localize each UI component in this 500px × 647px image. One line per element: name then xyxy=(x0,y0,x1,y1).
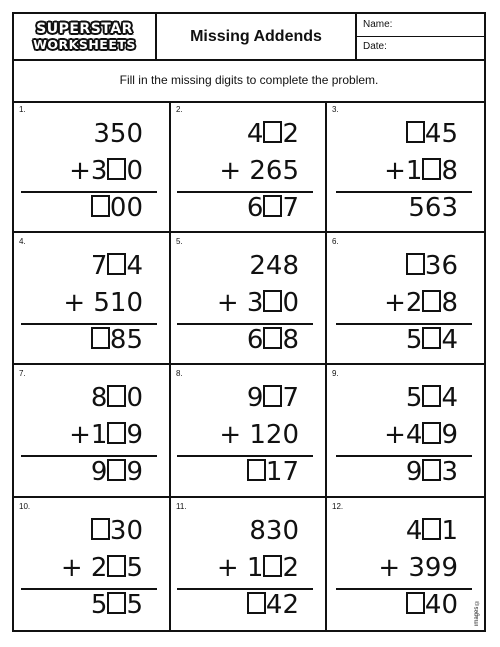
addition-problem xyxy=(185,379,299,490)
digits: 85 xyxy=(109,325,143,355)
second-addend xyxy=(29,284,143,321)
digits: +3 xyxy=(69,156,108,186)
problem-number: 3. xyxy=(332,105,339,114)
sum-line xyxy=(29,189,143,226)
missing-digit-box[interactable] xyxy=(263,195,282,217)
digits: 8 xyxy=(441,288,458,318)
digits: 8 xyxy=(441,156,458,186)
addition-problem xyxy=(29,247,143,358)
problem-cell xyxy=(171,101,327,233)
missing-digit-box[interactable] xyxy=(107,459,126,481)
missing-digit-box[interactable] xyxy=(91,195,110,217)
second-addend xyxy=(29,416,143,453)
digits: 9 xyxy=(405,457,423,487)
missing-digit-box[interactable] xyxy=(107,253,126,275)
problem-grid xyxy=(14,101,484,630)
digits: 4 xyxy=(246,119,264,149)
missing-digit-box[interactable] xyxy=(263,121,282,143)
digits: 8 xyxy=(90,383,108,413)
second-addend xyxy=(344,284,458,321)
sum-line xyxy=(185,586,299,623)
addition-problem xyxy=(185,247,299,358)
digits: 5 xyxy=(126,553,143,583)
missing-digit-box[interactable] xyxy=(406,253,425,275)
digits: 7 xyxy=(282,193,299,223)
top-addend xyxy=(344,379,458,416)
digits: 9 xyxy=(441,420,458,450)
second-addend xyxy=(185,284,299,321)
missing-digit-box[interactable] xyxy=(422,290,441,312)
digits: + 3 xyxy=(216,288,264,318)
top-addend xyxy=(29,512,143,549)
missing-digit-box[interactable] xyxy=(422,518,441,540)
second-addend xyxy=(344,152,458,189)
problem-number: 6. xyxy=(332,237,339,246)
digits: 9 xyxy=(246,383,264,413)
missing-digit-box[interactable] xyxy=(247,459,266,481)
problem-cell xyxy=(171,233,327,365)
digits: 5 xyxy=(405,383,423,413)
addition-problem xyxy=(344,379,458,490)
missing-digit-box[interactable] xyxy=(406,121,425,143)
missing-digit-box[interactable] xyxy=(406,592,425,614)
top-addend xyxy=(185,115,299,152)
page-title: Missing Addends xyxy=(157,14,357,59)
addition-problem xyxy=(344,247,458,358)
digits: 6 xyxy=(246,325,264,355)
digits: + 265 xyxy=(219,156,299,186)
addition-problem xyxy=(185,512,299,623)
digits: 7 xyxy=(90,251,108,281)
logo-line-2: WORKSHEETS xyxy=(33,36,136,52)
digits: 350 xyxy=(93,119,143,149)
problem-number: 2. xyxy=(176,105,183,114)
digits: 4 xyxy=(441,383,458,413)
digits: 9 xyxy=(126,457,143,487)
problem-cell xyxy=(14,101,171,233)
problem-cell xyxy=(327,233,484,365)
digits: 4 xyxy=(405,516,423,546)
digits: 0 xyxy=(282,288,299,318)
missing-digit-box[interactable] xyxy=(107,385,126,407)
missing-digit-box[interactable] xyxy=(263,555,282,577)
digits: 9 xyxy=(126,420,143,450)
digits: +2 xyxy=(384,288,423,318)
digits: + 1 xyxy=(216,553,264,583)
problem-number: 12. xyxy=(332,502,344,511)
digits: 30 xyxy=(109,516,143,546)
superstar-worksheets-logo xyxy=(14,14,157,59)
problem-number: 7. xyxy=(19,369,26,378)
digits: + 120 xyxy=(219,420,299,450)
digits: 36 xyxy=(424,251,458,281)
missing-digit-box[interactable] xyxy=(107,592,126,614)
missing-digit-box[interactable] xyxy=(422,158,441,180)
digits: 0 xyxy=(126,156,143,186)
digits: +1 xyxy=(69,420,108,450)
sum-line xyxy=(29,586,143,623)
problem-number: 9. xyxy=(332,369,339,378)
problem-cell xyxy=(327,101,484,233)
top-addend xyxy=(185,247,299,284)
addition-problem xyxy=(29,115,143,226)
missing-digit-box[interactable] xyxy=(91,518,110,540)
digits: 248 xyxy=(249,251,299,281)
problem-cell xyxy=(327,365,484,498)
top-addend xyxy=(344,512,458,549)
sum-line xyxy=(29,453,143,490)
problem-number: 4. xyxy=(19,237,26,246)
top-addend xyxy=(29,247,143,284)
digits: 2 xyxy=(282,119,299,149)
digits: 6 xyxy=(246,193,264,223)
name-label: Name: xyxy=(363,19,393,30)
missing-digit-box[interactable] xyxy=(263,290,282,312)
addition-problem xyxy=(29,512,143,623)
top-addend xyxy=(344,115,458,152)
problem-number: 1. xyxy=(19,105,26,114)
digits: 9 xyxy=(90,457,108,487)
digits: +1 xyxy=(384,156,423,186)
addition-problem xyxy=(344,115,458,226)
digits: 563 xyxy=(408,193,458,223)
sum-line xyxy=(344,321,458,358)
date-label: Date: xyxy=(363,41,387,52)
sum-line xyxy=(185,453,299,490)
problem-number: 5. xyxy=(176,237,183,246)
missing-digit-box[interactable] xyxy=(107,158,126,180)
missing-digit-box[interactable] xyxy=(422,327,441,349)
worksheet-header xyxy=(14,14,484,61)
digits: 17 xyxy=(265,457,299,487)
worksheet xyxy=(12,12,486,632)
missing-digit-box[interactable] xyxy=(107,422,126,444)
problem-cell xyxy=(171,498,327,630)
second-addend xyxy=(29,549,143,586)
image-credit: images © xyxy=(474,598,480,626)
problem-cell xyxy=(327,498,484,630)
problem-cell xyxy=(14,498,171,630)
missing-digit-box[interactable] xyxy=(422,459,441,481)
missing-digit-box[interactable] xyxy=(422,385,441,407)
digits: +4 xyxy=(384,420,423,450)
sum-line xyxy=(344,453,458,490)
second-addend xyxy=(29,152,143,189)
digits: 5 xyxy=(90,590,108,620)
problem-cell xyxy=(14,365,171,498)
sum-line xyxy=(185,189,299,226)
missing-digit-box[interactable] xyxy=(263,385,282,407)
digits: + 2 xyxy=(60,553,108,583)
top-addend xyxy=(29,379,143,416)
missing-digit-box[interactable] xyxy=(107,555,126,577)
second-addend xyxy=(185,549,299,586)
digits: + 510 xyxy=(63,288,143,318)
digits: 8 xyxy=(282,325,299,355)
problem-cell xyxy=(14,233,171,365)
sum-line xyxy=(185,321,299,358)
digits: 1 xyxy=(441,516,458,546)
problem-number: 10. xyxy=(19,502,31,511)
sum-line xyxy=(29,321,143,358)
sum-line xyxy=(344,586,458,623)
digits: 3 xyxy=(441,457,458,487)
missing-digit-box[interactable] xyxy=(91,327,110,349)
digits: 00 xyxy=(109,193,143,223)
top-addend xyxy=(29,115,143,152)
top-addend xyxy=(185,512,299,549)
digits: 5 xyxy=(405,325,423,355)
addition-problem xyxy=(29,379,143,490)
missing-digit-box[interactable] xyxy=(247,592,266,614)
digits: 5 xyxy=(126,590,143,620)
addition-problem xyxy=(185,115,299,226)
addition-problem xyxy=(344,512,458,623)
digits: 0 xyxy=(126,383,143,413)
digits: 42 xyxy=(265,590,299,620)
instructions: Fill in the missing digits to complete the problem. xyxy=(14,59,484,103)
digits: 830 xyxy=(249,516,299,546)
missing-digit-box[interactable] xyxy=(263,327,282,349)
second-addend xyxy=(185,416,299,453)
digits: 7 xyxy=(282,383,299,413)
digits: 45 xyxy=(424,119,458,149)
top-addend xyxy=(344,247,458,284)
name-date-box xyxy=(357,14,484,59)
logo-line-1: SUPERSTAR xyxy=(36,20,133,37)
problem-number: 11. xyxy=(176,502,187,511)
digits: 4 xyxy=(441,325,458,355)
digits: 40 xyxy=(424,590,458,620)
sum-line xyxy=(344,189,458,226)
second-addend xyxy=(185,152,299,189)
second-addend xyxy=(344,416,458,453)
digits: 4 xyxy=(126,251,143,281)
problem-number: 8. xyxy=(176,369,183,378)
top-addend xyxy=(185,379,299,416)
problem-cell xyxy=(171,365,327,498)
digits: + 399 xyxy=(378,553,458,583)
second-addend xyxy=(344,549,458,586)
missing-digit-box[interactable] xyxy=(422,422,441,444)
digits: 2 xyxy=(282,553,299,583)
